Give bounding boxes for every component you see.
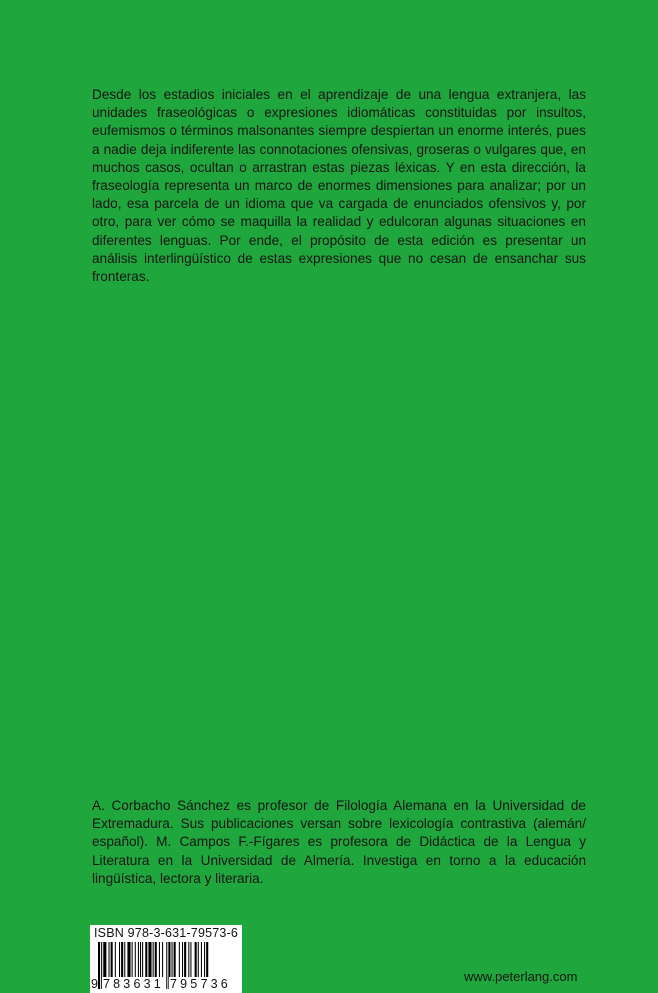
barcode-digits-left: 783631 — [103, 977, 164, 991]
barcode-digits — [90, 977, 242, 991]
barcode-digit-first: 9 — [91, 977, 98, 991]
back-cover-blurb: Desde los estadios iniciales en el aprendizaje de una lengua extranjera, las unidades fraseológicas o expresiones idiomáticas constituidas por insultos, eufemismos o términos malsonantes siempre despiertan un enorme interés, pues a nadie deja indiferente las connotaciones ofensivas, groseras o vulgares que, en muchos casos, ocultan o arrastran estas piezas léxicas. Y en esta dirección, la fraseología representa un marco de enormes dimensiones para analizar; por un lado, esa parcela de un idioma que va cargada de enunciados ofensivos y, por otro, para ver cómo se maquilla la realidad y edulcoran algunas situaciones en diferentes lenguas. Por ende, el propósito de esta edición es presentar un análisis interlingüístico de estas expresiones que no cesan de ensanchar sus fronteras. — [92, 87, 586, 285]
isbn-barcode — [90, 925, 242, 993]
author-bio: A. Corbacho Sánchez es profesor de Filología Alemana en la Universidad de Extremadura. Sus publicaciones versan sobre lexicología contrastiva (alemán/ español). M. Campos F.-Fígares es profesora de Didáctica de la Lengua y Literatura en la Universidad de Almería. Investiga en torno a la educación lingüística, lectora y literaria. — [92, 798, 586, 886]
isbn-label: ISBN 978-3-631-79573-6 — [94, 926, 239, 940]
publisher-website: www.peterlang.com — [464, 969, 578, 984]
barcode-digits-right: 795736 — [170, 977, 231, 991]
